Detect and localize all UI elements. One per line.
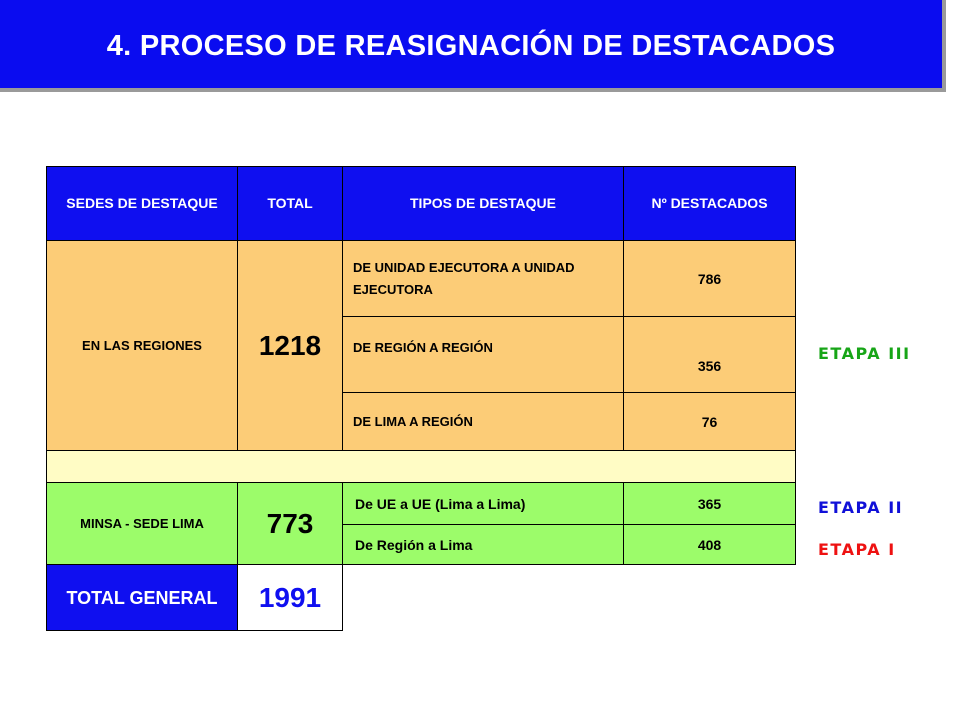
header-total: TOTAL (238, 167, 343, 241)
tipo-ue-ue: DE UNIDAD EJECUTORA A UNIDAD EJECUTORA (343, 241, 624, 317)
separator-row (47, 451, 796, 483)
destacados-ue-ue: 786 (624, 241, 796, 317)
total-row (47, 565, 796, 631)
table-header-row (47, 167, 796, 241)
destacados-region-region: 356 (624, 317, 796, 393)
etapa-ii-label: ETAPA II (818, 498, 904, 517)
total-general-label: TOTAL GENERAL (47, 565, 238, 631)
etapa-i-label: ETAPA I (818, 540, 896, 559)
destacados-lima-region: 76 (624, 393, 796, 451)
total-general-value: 1991 (238, 565, 343, 631)
destacados-region-lima: 408 (624, 525, 796, 565)
tipo-lima-lima: De UE a UE (Lima a Lima) (343, 483, 624, 525)
total-regiones: 1218 (238, 241, 343, 451)
table-row (47, 241, 796, 317)
sede-regiones: EN LAS REGIONES (47, 241, 238, 451)
tipo-lima-region: DE LIMA A REGIÓN (343, 393, 624, 451)
separator-cell (47, 451, 796, 483)
title-banner (0, 0, 946, 92)
header-destacados: Nº DESTACADOS (624, 167, 796, 241)
header-tipos: TIPOS DE DESTAQUE (343, 167, 624, 241)
tipo-region-lima: De Región a Lima (343, 525, 624, 565)
destacados-lima-lima: 365 (624, 483, 796, 525)
tipo-region-region: DE REGIÓN A REGIÓN (343, 317, 624, 393)
etapa-iii-label: ETAPA III (818, 344, 911, 363)
destacados-table (46, 166, 796, 631)
table-row (47, 483, 796, 525)
header-sedes: SEDES DE DESTAQUE (47, 167, 238, 241)
total-lima: 773 (238, 483, 343, 565)
page-title: 4. PROCESO DE REASIGNACIÓN DE DESTACADOS (106, 29, 836, 62)
sede-lima: MINSA - SEDE LIMA (47, 483, 238, 565)
